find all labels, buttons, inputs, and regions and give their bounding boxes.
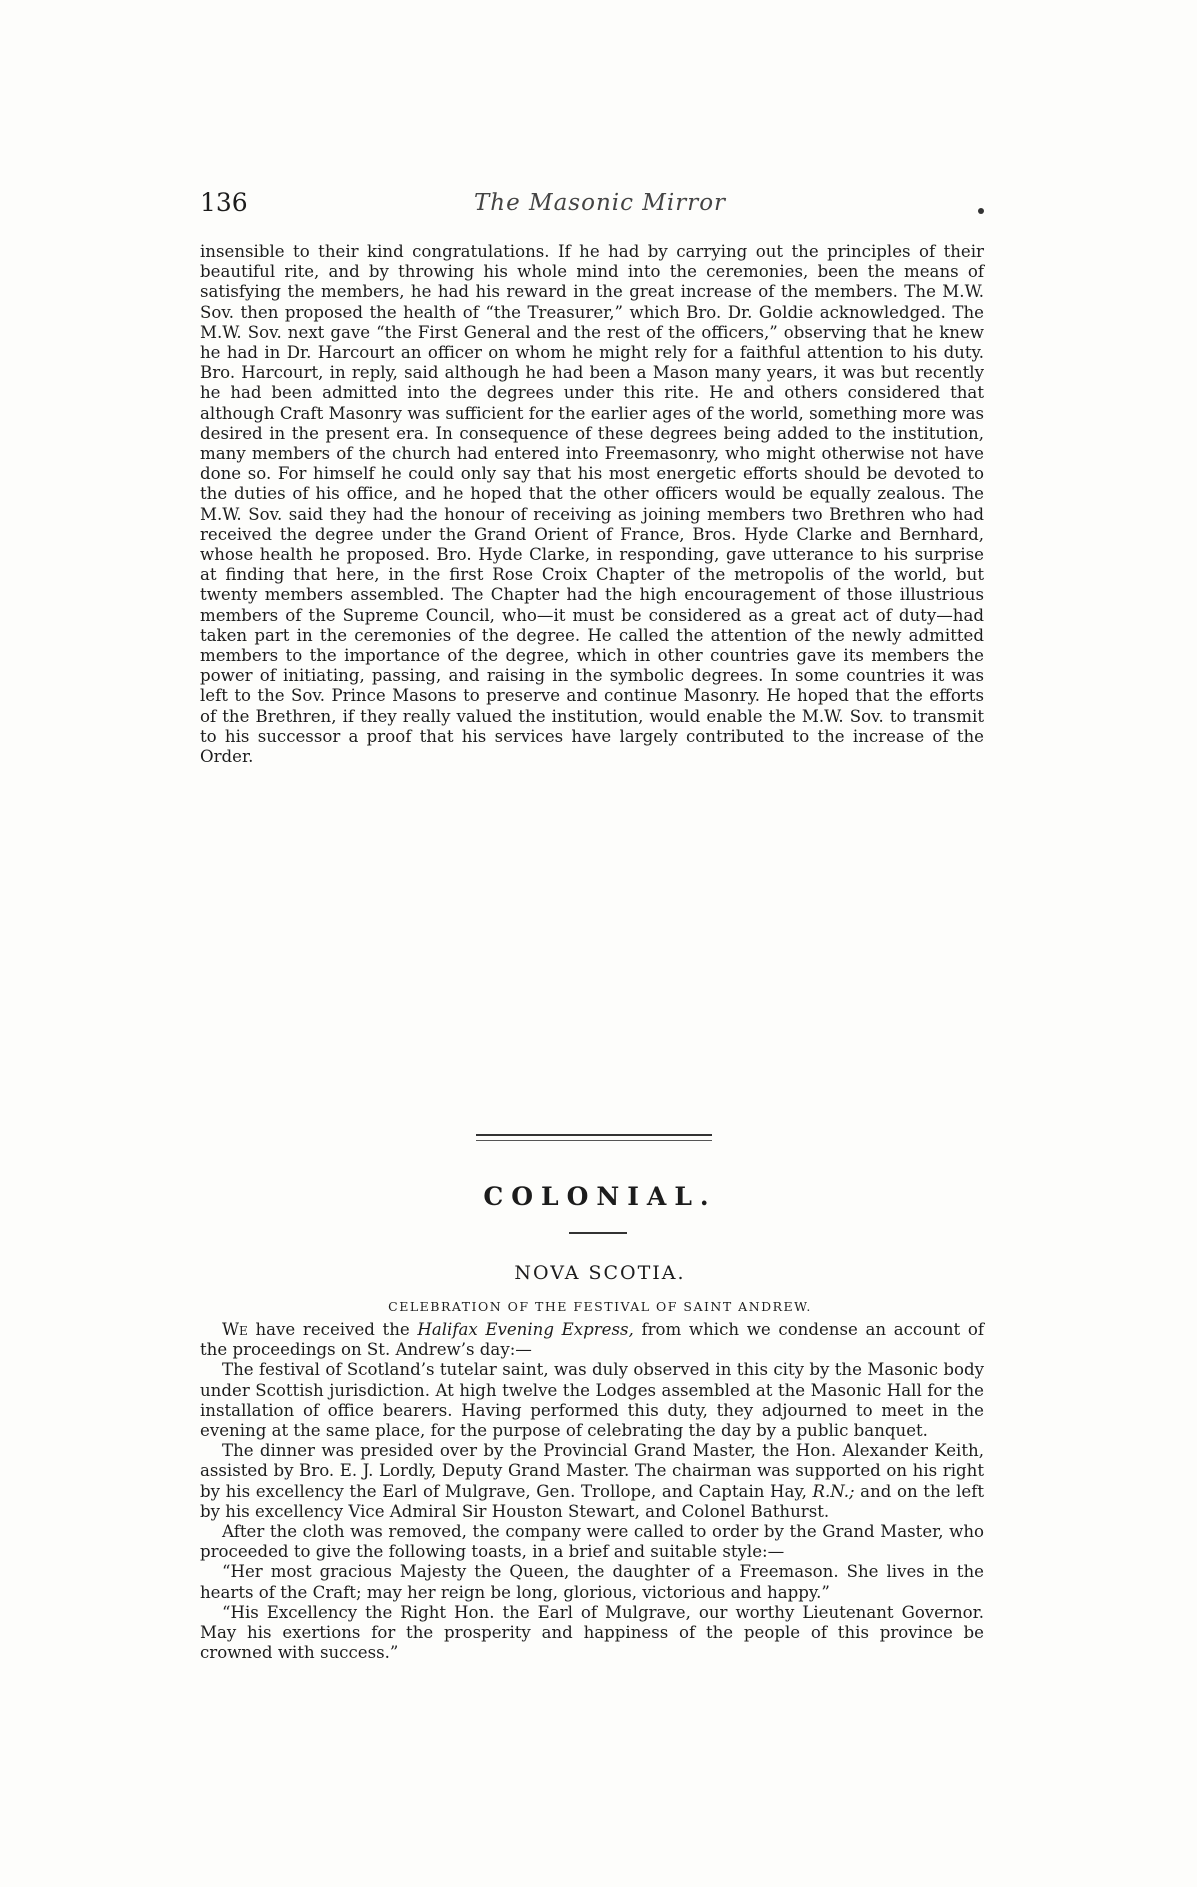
section-divider xyxy=(476,1134,712,1141)
page-header xyxy=(200,188,1000,228)
article-paragraph-1: We have received the Halifax Evening Express, from which we condense an account of the proceedings on St. Andrew’s day:— xyxy=(200,1320,984,1360)
header-dot xyxy=(978,208,984,214)
article-caption: CELEBRATION OF THE FESTIVAL OF SAINT ANDREW. xyxy=(388,1299,812,1314)
section-title: COLONIAL. xyxy=(483,1182,717,1211)
page-number: 136 xyxy=(200,188,248,217)
title-rule xyxy=(569,1232,627,1234)
toast-queen: “Her most gracious Majesty the Queen, the daughter of a Freemason. She lives in the hearts of the Craft; may her reign be long, glorious, victorious and happy.” xyxy=(200,1562,984,1602)
dropcap: We xyxy=(222,1320,248,1339)
newspaper-title: Halifax Evening Express, xyxy=(417,1320,634,1339)
subsection-title: NOVA SCOTIA. xyxy=(514,1262,686,1284)
article-body xyxy=(200,1320,984,1663)
article-paragraph-4: After the cloth was removed, the company were called to order by the Grand Master, who proceeded to give the following toasts, in a brief and suitable style:— xyxy=(200,1522,984,1562)
article-paragraph-2: The festival of Scotland’s tutelar saint, was duly observed in this city by the Masonic body under Scottish jurisdiction. At high twelve the Lodges assembled at the Masonic Hall for the installation of office bearers. Having performed this duty, they adjourned to meet in the evening at the same place, for the purpose of celebrating the day by a public banquet. xyxy=(200,1360,984,1441)
running-title: The Masonic Mirror xyxy=(473,190,727,216)
article-paragraph-3: The dinner was presided over by the Provincial Grand Master, the Hon. Alexander Keith, assisted by Bro. E. J. Lordly, Deputy Grand Master. The chairman was supported on his right by his excellency the Earl of Mulgrave, Gen. Trollope, and Captain Hay, R.N.; and on the left by his excellency Vice Admiral Sir Houston Stewart, and Colonel Bathurst. xyxy=(200,1441,985,1521)
continued-paragraph: insensible to their kind congratulations. If he had by carrying out the principles of their beautiful rite, and by throwing his whole mind into the ceremonies, been the means of satisfying the members, he had his reward in the great increase of the members. The M.W. Sov. then proposed the health of “the Treasurer,” which Bro. Dr. Goldie acknowledged. The M.W. Sov. next gave “the First General and the rest of the officers,” observing that he knew he had in Dr. Harcourt an officer on whom he might rely for a faithful attention to his duty. Bro. Harcourt, in reply, said although he had been a Mason many years, it was but recently he had been admitted into the degrees under this rite. He and others considered that although Craft Masonry was sufficient for the earlier ages of the world, something more was desired in the present era. In consequence of these degrees being added to the institution, many members of the church had entered into Freemasonry, who might otherwise not have done so. For himself he could only say that his most energetic efforts should be devoted to the duties of his office, and he hoped that the other officers would be equally zealous. The M.W. Sov. said they had the honour of receiving as joining members two Brethren who had received the degree under the Grand Orient of France, Bros. Hyde Clarke and Bernhard, whose health he proposed. Bro. Hyde Clarke, in responding, gave utterance to his surprise at finding that here, in the first Rose Croix Chapter of the metropolis of the world, but twenty members assembled. The Chapter had the high encouragement of those illustrious members of the Supreme Council, who—it must be considered as a great act of duty—had taken part in the ceremonies of the degree. He called the attention of the newly admitted members to the importance of the degree, which in other countries gave its members the power of initiating, passing, and raising in the symbolic degrees. In some countries it was left to the Sov. Prince Masons to preserve and continue Masonry. He hoped that the efforts of the Brethren, if they really valued the institution, would enable the M.W. Sov. to transmit to his successor a proof that his services have largely contributed to the increase of the Order. xyxy=(200,242,984,767)
toast-governor: “His Excellency the Right Hon. the Earl of Mulgrave, our worthy Lieutenant Governor. May his exertions for the prosperity and happiness of the people of this province be crowned with success.” xyxy=(200,1602,984,1663)
